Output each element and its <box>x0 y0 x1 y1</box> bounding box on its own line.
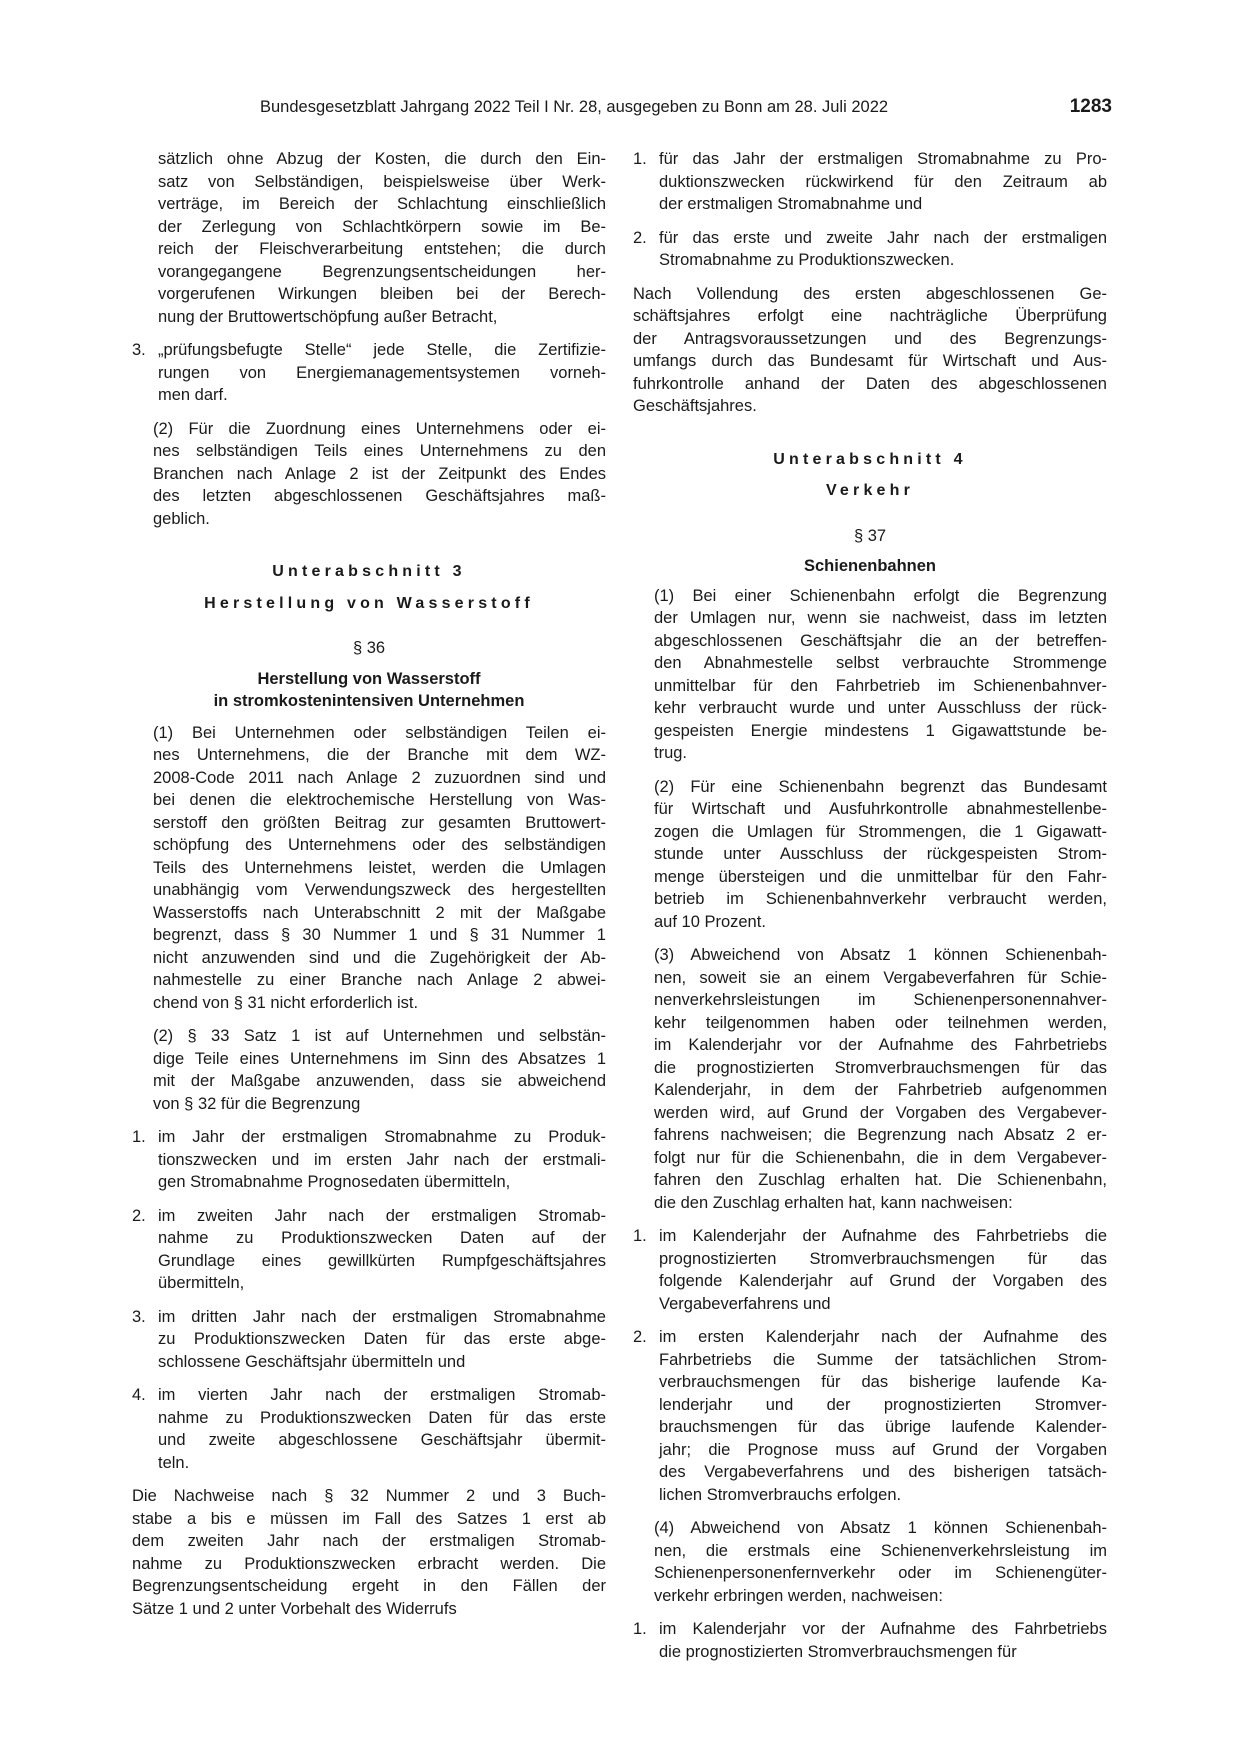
paragraph-2 <box>132 418 606 531</box>
text-line: dige Teile eines Unternehmens im Sinn des Absatzes 1 <box>153 1049 606 1068</box>
text-line: (1) Bei einer Schienenbahn erfolgt die Begrenzung <box>654 586 1107 605</box>
definition-item-3 <box>132 339 606 407</box>
section-37-paragraph-4-item-1 <box>633 1618 1107 1663</box>
list-number: 3. <box>132 341 146 359</box>
text-line: nenverkehrsleistungen im Schienenpersonennahver- <box>654 991 1107 1009</box>
list-item-text <box>659 227 1107 272</box>
text-line: folgt nur für die Schienenbahn, die in dem Vergabever- <box>654 1148 1107 1167</box>
text-line: die den Zuschlag erhalten hat, kann nachweisen: <box>654 1193 1013 1212</box>
text-line: zogen die Umlagen für Strommengen, die 1 Gigawatt- <box>654 822 1107 841</box>
text-line: werden wird, auf Grund der Vorgaben des Vergabever- <box>654 1103 1107 1122</box>
list-item-text <box>659 1326 1107 1506</box>
text-line: Nach Vollendung des ersten abgeschlossenen Ge- <box>633 284 1107 303</box>
list-item <box>132 1205 606 1295</box>
text-line: für Wirtschaft und Ausfuhrkontrolle abnahmestellenbe- <box>654 800 1107 818</box>
text-line: menge übersteigen und die unmittelbar für den Fahr- <box>654 867 1107 886</box>
text-line: trug. <box>654 744 688 762</box>
text-line: nahmestelle zu einer Branche nach Anlage 2 abwei- <box>153 971 606 989</box>
list-number: 2. <box>132 1206 146 1225</box>
text-line: im Kalenderjahr der Aufnahme des Fahrbetriebs die <box>659 1227 1107 1245</box>
text-line: (4) Abweichend von Absatz 1 können Schienenbah- <box>654 1519 1107 1537</box>
text-line: fahrens nachweisen; die Begrenzung nach Absatz 2 er- <box>654 1126 1107 1144</box>
text-line: Die Nachweise nach § 32 Nummer 2 und 3 Buch- <box>132 1487 606 1505</box>
list-item-text <box>158 1384 606 1474</box>
section-36-paragraph-1 <box>132 722 606 1015</box>
text-line: 2008-Code 2011 nach Anlage 2 zuzuordnen sind und <box>153 768 606 787</box>
text-line: Sätze 1 und 2 unter Vorbehalt des Widerrufs <box>132 1599 457 1618</box>
text-line: (3) Abweichend von Absatz 1 können Schienenbah- <box>654 946 1107 964</box>
text-line: Herstellung von Wasserstoff <box>257 669 481 688</box>
text-line: nahme zu Produktionszwecken erbracht werden. Die <box>132 1554 606 1573</box>
page-number: 1283 <box>1069 96 1112 117</box>
text-line: im vierten Jahr nach der erstmaligen Stromab- <box>158 1386 606 1404</box>
text-line: Stromabnahme zu Produktionszwecken. <box>659 251 955 269</box>
text-line: Teils des Unternehmens leistet, werden die Umlagen <box>153 858 606 877</box>
list-item-text <box>158 1126 606 1194</box>
text-line: satz von Selbständigen, beispielsweise über Werk- <box>158 172 606 191</box>
header-title: Bundesgesetzblatt Jahrgang 2022 Teil I Nr. 28, ausgegeben zu Bonn am 28. Juli 2022 <box>260 98 889 116</box>
text-line: chend von § 31 nicht erforderlich ist. <box>153 993 419 1012</box>
list-item <box>633 148 1107 216</box>
section-37-paragraph-2 <box>633 776 1107 934</box>
list-number: 3. <box>132 1307 146 1326</box>
text-line: des Vergabeverfahrens und des bisherigen tatsäch- <box>659 1463 1107 1481</box>
text-line: abgeschlossenen Geschäftsjahr die an der betreffen- <box>654 631 1107 650</box>
text-line: stabe a bis e müssen im Fall des Satzes 1 erst ab <box>132 1509 606 1528</box>
text-line: im Kalenderjahr vor der Aufnahme des Fahrbetriebs <box>659 1620 1107 1638</box>
list-item-text <box>659 1618 1107 1663</box>
text-line: der Antragsvoraussetzungen und des Begrenzungs- <box>633 329 1107 348</box>
text-line: Schienenpersonenfernverkehr oder im Schienengüter- <box>654 1564 1107 1582</box>
list-number: 1. <box>633 1227 647 1245</box>
text-line: lenderjahr und der prognostizierten Stromver- <box>659 1395 1107 1414</box>
text-line: men darf. <box>158 386 228 404</box>
text-line: und zweite abgeschlossene Geschäftsjahr übermit- <box>158 1431 606 1449</box>
list-number: 1. <box>132 1128 146 1146</box>
section-37-paragraph-3 <box>633 944 1107 1214</box>
text-line: begrenzt, dass § 30 Nummer 1 und § 31 Nummer 1 <box>153 926 606 944</box>
section-37-paragraph-3-list <box>633 1225 1107 1517</box>
continued-definition <box>132 148 606 328</box>
text-line: umfangs durch das Bundesamt für Wirtschaft und Aus- <box>633 352 1107 370</box>
section-37-number: § 37 <box>853 526 887 545</box>
text-line: nahme zu Produktionszwecken Daten auf der <box>158 1229 606 1247</box>
text-line: Kalenderjahr, in dem der Fahrbetrieb aufgenommen <box>654 1081 1107 1099</box>
subsection-4-subtitle: Verkehr <box>825 482 915 499</box>
text-line: kehr verbraucht wurde und unter Ausschluss der rück- <box>654 699 1107 717</box>
text-line: dem zweiten Jahr nach der erstmaligen Stromab- <box>132 1532 606 1550</box>
text-line: rungen von Energiemanagementsystemen vorneh- <box>158 363 606 382</box>
text-line: folgende Kalenderjahr auf Grund der Vorgaben des <box>659 1272 1107 1290</box>
text-line: im ersten Kalenderjahr nach der Aufnahme des <box>659 1328 1107 1346</box>
text-line: des letzten abgeschlossenen Geschäftsjahres maß- <box>153 487 606 505</box>
list-item-text <box>158 339 606 407</box>
text-line: „prüfungsbefugte Stelle“ jede Stelle, die Zertifizie- <box>158 341 606 359</box>
text-line: gen Stromabnahme Prognosedaten übermitteln, <box>158 1173 511 1191</box>
text-line: von § 32 für die Begrenzung <box>153 1094 361 1113</box>
text-line: nes selbständigen Teils eines Unternehmens zu den <box>153 442 606 460</box>
list-item-text <box>659 148 1107 216</box>
text-line: duktionszwecken rückwirkend für den Zeitraum ab <box>659 172 1107 191</box>
text-line: (2) § 33 Satz 1 ist auf Unternehmen und selbstän- <box>153 1027 606 1045</box>
text-line: reich der Fleischverarbeitung entstehen; die durch <box>158 240 606 258</box>
list-number: 1. <box>633 150 647 168</box>
text-line: sätzlich ohne Abzug der Kosten, die durch den Ein- <box>158 150 606 168</box>
text-line: Wasserstoffs nach Unterabschnitt 2 mit der Maßgabe <box>153 903 606 922</box>
subsection-3-subtitle: Herstellung von Wasserstoff <box>204 594 534 612</box>
section-37-paragraph-4 <box>633 1517 1107 1607</box>
text-line: nahme zu Produktionszwecken Daten für das erste <box>158 1408 606 1427</box>
section-37-paragraph-1 <box>633 585 1107 765</box>
text-line: (1) Bei Unternehmen oder selbständigen Teilen ei- <box>153 723 606 742</box>
text-line: fahren den Zuschlag erhalten hat. Die Schienenbahn, <box>654 1171 1107 1189</box>
text-line: auf 10 Prozent. <box>654 912 766 931</box>
text-line: kehr teilgenommen haben oder teilnehmen werden, <box>654 1013 1107 1032</box>
list-item <box>132 1306 606 1374</box>
text-line: stunde unter Ausschluss der rückgespeisten Strom- <box>654 845 1107 863</box>
text-line: übermitteln, <box>158 1274 245 1292</box>
left-column <box>132 148 606 1620</box>
continued-definition-text <box>132 148 606 328</box>
text-line: (2) Für die Zuordnung eines Unternehmens oder ei- <box>153 419 606 438</box>
text-line: verkehr erbringen werden, nachweisen: <box>654 1586 943 1605</box>
subsection-3-title: Unterabschnitt 3 <box>272 563 466 580</box>
text-line: gespeisten Energie mindestens 1 Gigawattstunde be- <box>654 721 1107 740</box>
list-number: 2. <box>633 1328 647 1346</box>
text-line: für das Jahr der erstmaligen Stromabnahme zu Pro- <box>659 150 1107 168</box>
list-number: 2. <box>633 228 647 247</box>
text-line: zu Produktionszwecken Daten für das erste abge- <box>158 1330 606 1348</box>
text-line: Vergabeverfahrens und <box>659 1294 831 1313</box>
section-36-list <box>132 1126 606 1485</box>
text-line: jahr; die Prognose muss auf Grund der Vorgaben <box>659 1440 1107 1459</box>
right-column <box>633 148 1107 1663</box>
text-line: Branchen nach Anlage 2 ist der Zeitpunkt des Endes <box>153 464 606 483</box>
list-item <box>633 1326 1107 1506</box>
text-line: schäftsjahres erfolgt eine nachträgliche Überprüfung <box>633 307 1107 325</box>
text-line: unmittelbar für den Fahrbetrieb im Schienenbahnver- <box>654 676 1107 695</box>
list-number: 4. <box>132 1386 146 1404</box>
text-line: nes Unternehmens, die der Branche mit dem WZ- <box>153 746 606 764</box>
text-line: im dritten Jahr nach der erstmaligen Stromabnahme <box>158 1307 606 1326</box>
text-line: vorangegangene Begrenzungsentscheidungen her- <box>158 262 606 281</box>
list-item <box>132 1126 606 1194</box>
text-line: im Kalenderjahr vor der Aufnahme des Fahrbetriebs <box>654 1036 1107 1054</box>
page-header <box>132 98 1112 124</box>
section-36-paragraph-2 <box>132 1025 606 1115</box>
text-line: nung der Bruttowertschöpfung außer Betracht, <box>158 307 498 326</box>
text-line: den Abnahmestelle selbst verbrauchte Strommenge <box>654 654 1107 672</box>
list-item-text <box>158 1306 606 1374</box>
list-item <box>132 1384 606 1474</box>
text-line: im Jahr der erstmaligen Stromabnahme zu Produk- <box>158 1128 606 1146</box>
text-line: der Umlagen nur, wenn sie nachweist, dass im letzten <box>654 609 1107 627</box>
text-line: nen, die erstmals eine Schienenverkehrsleistung im <box>654 1541 1107 1560</box>
subsection-4-title: Unterabschnitt 4 <box>773 450 967 468</box>
section-37-title: Schienenbahnen <box>803 557 937 575</box>
text-line: die prognostizierten Stromverbrauchsmengen für das <box>654 1058 1107 1077</box>
text-line: (2) Für eine Schienenbahn begrenzt das Bundesamt <box>654 777 1107 796</box>
review-text <box>633 283 1107 418</box>
section-36-title <box>132 668 606 713</box>
text-line: verbrauchsmengen für das bisherige laufende Ka- <box>659 1373 1107 1391</box>
text-line: schlossene Geschäftsjahr übermitteln und <box>158 1352 466 1371</box>
text-line: fuhrkontrolle anhand der Daten des abgeschlossenen <box>633 374 1107 393</box>
text-line: schöpfung des Unternehmens oder des selbständigen <box>153 836 606 854</box>
text-line: mit der Maßgabe anzuwenden, dass sie abweichend <box>153 1072 606 1090</box>
text-line: in stromkostenintensiven Unternehmen <box>213 692 525 710</box>
list-number: 1. <box>633 1620 647 1638</box>
text-line: die prognostizierten Stromverbrauchsmengen für <box>659 1642 1017 1661</box>
text-line: verträge, im Bereich der Schlachtung einschließlich <box>158 195 606 213</box>
text-line: Geschäftsjahres. <box>633 397 757 415</box>
text-line: teln. <box>158 1453 190 1472</box>
text-line: im zweiten Jahr nach der erstmaligen Stromab- <box>158 1206 606 1225</box>
text-line: tionszwecken und im ersten Jahr nach der erstmali- <box>158 1150 606 1169</box>
text-line: vorgerufenen Wirkungen bleiben bei der Berech- <box>158 285 606 303</box>
section-36-number: § 36 <box>352 639 386 657</box>
section-36-final-text <box>132 1485 606 1620</box>
text-line: unabhängig vom Verwendungszweck des hergestellten <box>153 881 606 899</box>
list-item-text <box>659 1225 1107 1315</box>
text-line: nicht anzuwenden sind und die Zugehörigkeit der Ab- <box>153 948 606 967</box>
text-line: lichen Stromverbrauchs erfolgen. <box>659 1485 902 1504</box>
text-line: nen, soweit sie an einem Vergabeverfahren für Schie- <box>654 968 1107 987</box>
list-item <box>633 227 1107 272</box>
text-line: Begrenzungsentscheidung ergeht in den Fällen der <box>132 1577 606 1595</box>
text-line: der erstmaligen Stromabnahme und <box>659 195 923 213</box>
section-36-list-continued <box>633 148 1107 283</box>
text-line: der Zerlegung von Schlachtkörpern sowie im Be- <box>158 217 606 236</box>
text-line: Grundlage eines gewillkürten Rumpfgeschäftsjahres <box>158 1251 606 1270</box>
text-line: brauchsmengen für das übrige laufende Kalender- <box>659 1418 1107 1436</box>
list-item-text <box>158 1205 606 1295</box>
text-line: für das erste und zweite Jahr nach der erstmaligen <box>659 228 1107 247</box>
text-line: geblich. <box>153 509 210 528</box>
text-line: serstoff den größten Beitrag zur gesamten Bruttowert- <box>153 813 606 832</box>
list-item <box>633 1225 1107 1315</box>
text-line: prognostizierten Stromverbrauchsmengen für das <box>659 1249 1107 1268</box>
text-line: Fahrbetriebs die Summe der tatsächlichen Strom- <box>659 1350 1107 1369</box>
text-line: bei denen die elektrochemische Herstellung von Was- <box>153 791 606 809</box>
text-line: betrieb im Schienenbahnverkehr verbraucht werden, <box>654 890 1107 908</box>
